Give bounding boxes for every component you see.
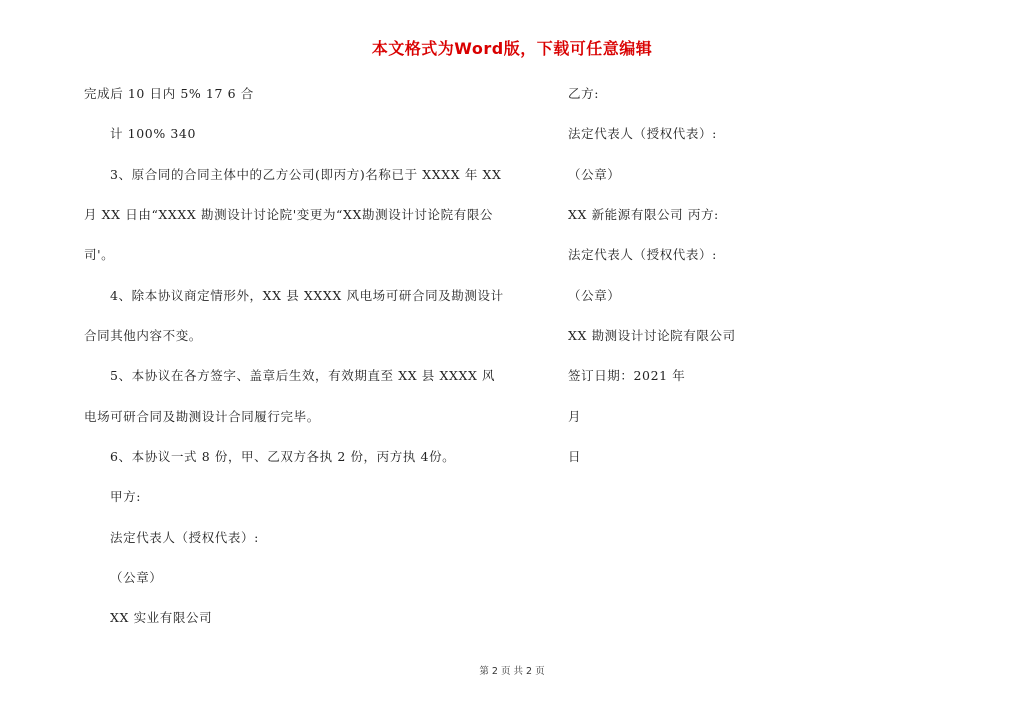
left-line: 司'。: [84, 247, 115, 262]
right-line: XX 勘测设计讨论院有限公司: [568, 328, 736, 343]
left-line: 3、原合同的合同主体中的乙方公司(即丙方)名称已于 XXXX 年 XX: [110, 167, 502, 182]
left-line: （公章）: [110, 570, 163, 585]
page-number: 第 2 页 共 2 页: [479, 666, 545, 677]
left-line: 甲方:: [110, 489, 142, 504]
right-line: XX 新能源有限公司 丙方:: [568, 207, 719, 222]
right-line: 法定代表人（授权代表）:: [568, 247, 717, 262]
right-line: 乙方:: [568, 86, 600, 101]
left-line: 电场可研合同及勘测设计合同履行完毕。: [84, 409, 320, 424]
left-line: 4、除本协议商定情形外，XX 县 XXXX 风电场可研合同及勘测设计: [110, 288, 504, 303]
right-line: 月: [568, 409, 582, 424]
document-banner: 本文格式为Word版，下载可任意编辑: [371, 39, 653, 58]
right-line: （公章）: [568, 288, 621, 303]
left-line: XX 实业有限公司: [110, 610, 213, 625]
right-line: 签订日期：2021 年: [568, 368, 686, 383]
left-line: 合同其他内容不变。: [84, 328, 202, 343]
right-line: （公章）: [568, 167, 621, 182]
left-line: 完成后 10 日内 5% 17 6 合: [84, 86, 254, 101]
left-line: 法定代表人（授权代表）:: [110, 530, 259, 545]
left-line: 计 100% 340: [110, 126, 197, 141]
right-line: 法定代表人（授权代表）:: [568, 126, 717, 141]
left-line: 5、本协议在各方签字、盖章后生效，有效期直至 XX 县 XXXX 风: [110, 368, 496, 383]
right-line: 日: [568, 449, 582, 464]
left-line: 月 XX 日由“XXXX 勘测设计讨论院'变更为“XX勘测设计讨论院有限公: [84, 207, 494, 222]
left-line: 6、本协议一式 8 份，甲、乙双方各执 2 份，丙方执 4份。: [110, 449, 456, 464]
